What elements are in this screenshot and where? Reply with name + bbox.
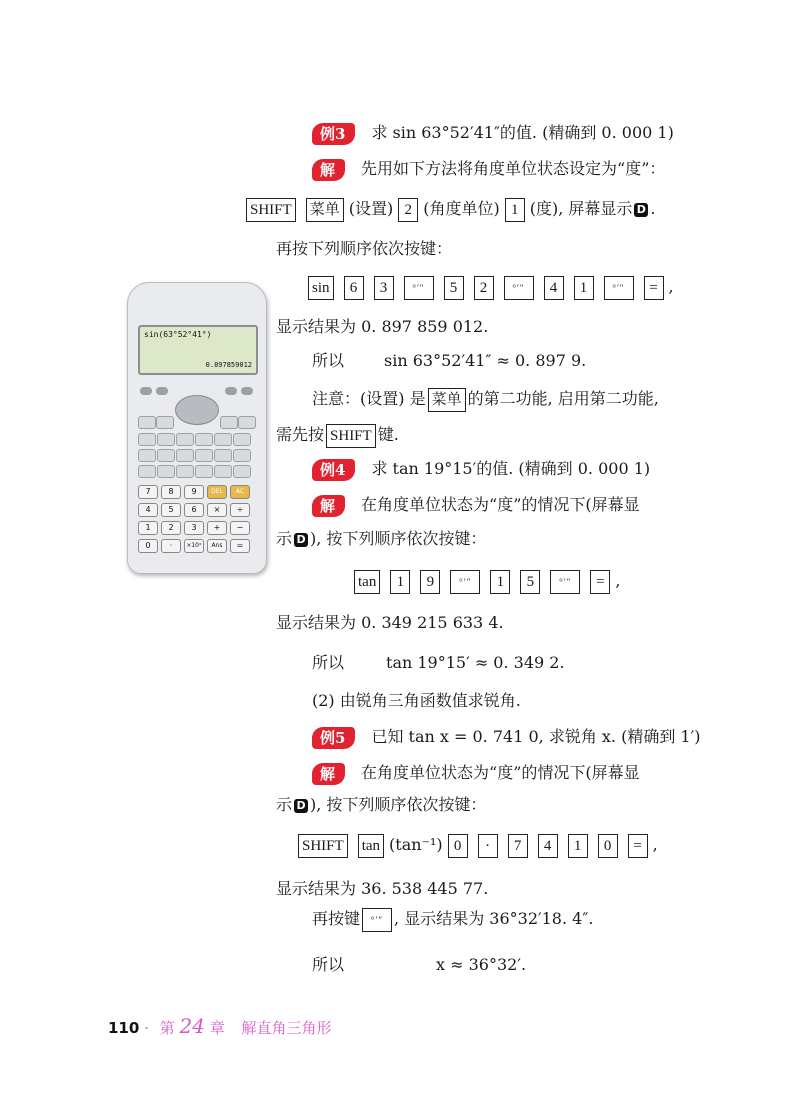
note-line-2 bbox=[276, 422, 399, 448]
menu-key: 菜单 bbox=[428, 388, 466, 412]
setup-label: (设置) bbox=[348, 199, 394, 218]
example-4-conclusion bbox=[312, 650, 565, 676]
calculator-button bbox=[233, 465, 251, 478]
solution-text: 示 bbox=[276, 795, 293, 814]
degree-mode-icon: D bbox=[634, 203, 648, 217]
solution-text: ), 按下列顺序依次按键： bbox=[310, 795, 487, 814]
solution-text: ), 按下列顺序依次按键： bbox=[310, 529, 487, 548]
calc-key-2: 2 bbox=[161, 521, 181, 535]
key-1: 1 bbox=[574, 276, 594, 300]
example-3-question: 求 sin 63°52′41″的值. (精确到 0. 000 1) bbox=[371, 123, 674, 142]
chapter-number: 24 bbox=[179, 1014, 205, 1038]
equals-key: = bbox=[628, 834, 648, 858]
screen-input: sin(63°52°41°) bbox=[144, 330, 212, 339]
example-3-solution-intro bbox=[312, 156, 665, 182]
calculator-button bbox=[140, 387, 152, 395]
calc-key-ans: Ans bbox=[207, 539, 227, 553]
tan-key: tan bbox=[354, 570, 380, 594]
example-5-question: 已知 tan x = 0. 741 0, 求锐角 x. (精确到 1′) bbox=[371, 727, 701, 746]
chapter-label bbox=[159, 1014, 225, 1038]
part-2-heading: (2) 由锐角三角函数值求锐角. bbox=[312, 691, 521, 710]
calc-key-decimal: · bbox=[161, 539, 181, 553]
calc-key-equals: = bbox=[230, 539, 250, 553]
period: . bbox=[650, 199, 656, 218]
shift-key: SHIFT bbox=[326, 424, 376, 448]
menu-key: 菜单 bbox=[306, 198, 344, 222]
example-4-solution-line-1 bbox=[312, 492, 640, 518]
example-3-conclusion bbox=[312, 348, 586, 374]
solution-badge: 解 bbox=[312, 495, 345, 517]
example-4-key-sequence bbox=[354, 568, 620, 594]
note-text: 需先按 bbox=[276, 425, 325, 444]
calc-key-0: 0 bbox=[138, 539, 158, 553]
decimal-point-key: · bbox=[478, 834, 498, 858]
calculator-button bbox=[156, 387, 168, 395]
press-instruction: 再按下列顺序依次按键： bbox=[276, 239, 453, 258]
equals-key: = bbox=[590, 570, 610, 594]
calc-key-4: 4 bbox=[138, 503, 158, 517]
degree-label: (度), 屏幕显示 bbox=[529, 199, 633, 218]
example-5-badge: 例5 bbox=[312, 727, 355, 749]
dms-key: °′″ bbox=[362, 908, 392, 932]
note-text: 注意：(设置) 是 bbox=[312, 389, 426, 408]
solution-badge: 解 bbox=[312, 763, 345, 785]
example-3-key-sequence bbox=[308, 274, 674, 300]
comma: , bbox=[652, 835, 658, 854]
calculator-button bbox=[157, 449, 175, 462]
key-7: 7 bbox=[508, 834, 528, 858]
calculator-button bbox=[233, 449, 251, 462]
calculator-button bbox=[156, 416, 174, 429]
calculator-button bbox=[138, 465, 156, 478]
example-4-question: 求 tan 19°15′的值. (精确到 0. 000 1) bbox=[371, 459, 651, 478]
calculator-button bbox=[214, 449, 232, 462]
solution-text: 在角度单位状态为“度”的情况下(屏幕显 bbox=[361, 495, 640, 514]
calculator-illustration bbox=[127, 282, 267, 574]
dms-key: °′″ bbox=[604, 276, 634, 300]
calculator-button bbox=[195, 433, 213, 446]
example-3-badge: 例3 bbox=[312, 123, 355, 145]
key-4: 4 bbox=[538, 834, 558, 858]
example-5-result: 显示结果为 36. 538 445 77. bbox=[276, 879, 489, 898]
example-5-solution-line-1 bbox=[312, 760, 640, 786]
calculator-button bbox=[176, 465, 194, 478]
tan-key: tan bbox=[358, 834, 384, 858]
key-9: 9 bbox=[420, 570, 440, 594]
calculator-button bbox=[138, 416, 156, 429]
example-4-badge: 例4 bbox=[312, 459, 355, 481]
key-1: 1 bbox=[490, 570, 510, 594]
key-1: 1 bbox=[390, 570, 410, 594]
calc-key-minus: − bbox=[230, 521, 250, 535]
key-3: 3 bbox=[374, 276, 394, 300]
equals-key: = bbox=[644, 276, 664, 300]
calc-key-5: 5 bbox=[161, 503, 181, 517]
key-5: 5 bbox=[520, 570, 540, 594]
calc-key-8: 8 bbox=[161, 485, 181, 499]
key-0: 0 bbox=[598, 834, 618, 858]
calc-key-multiply: × bbox=[207, 503, 227, 517]
footer-dot: · bbox=[144, 1019, 149, 1037]
note-line-1 bbox=[312, 386, 659, 412]
example-3-heading bbox=[312, 120, 674, 146]
example-5-heading bbox=[312, 724, 700, 750]
calculator-button bbox=[157, 433, 175, 446]
again-text: , 显示结果为 36°32′18. 4″. bbox=[394, 909, 594, 928]
comma: , bbox=[615, 571, 621, 590]
calc-key-7: 7 bbox=[138, 485, 158, 499]
key-6: 6 bbox=[344, 276, 364, 300]
note-text: 键. bbox=[377, 425, 399, 444]
calculator-screen bbox=[138, 325, 258, 375]
inverse-tan-label: (tan⁻¹) bbox=[389, 835, 443, 854]
solution-text: 示 bbox=[276, 529, 293, 548]
page-number: 110 bbox=[108, 1019, 140, 1037]
dms-key: °′″ bbox=[550, 570, 580, 594]
shift-key: SHIFT bbox=[246, 198, 296, 222]
calculator-button bbox=[157, 465, 175, 478]
key-1: 1 bbox=[568, 834, 588, 858]
degree-mode-icon: D bbox=[294, 799, 308, 813]
dms-key: °′″ bbox=[404, 276, 434, 300]
key-0: 0 bbox=[448, 834, 468, 858]
so-label: 所以 bbox=[312, 955, 345, 974]
calculator-button bbox=[214, 465, 232, 478]
solution-text: 先用如下方法将角度单位状态设定为“度”： bbox=[361, 159, 666, 178]
calculator-button bbox=[138, 433, 156, 446]
calculator-button bbox=[214, 433, 232, 446]
calc-key-del: DEL bbox=[207, 485, 227, 499]
degree-mode-icon: D bbox=[294, 533, 308, 547]
dms-key: °′″ bbox=[450, 570, 480, 594]
example-5-key-sequence bbox=[298, 832, 658, 858]
calculator-button bbox=[176, 449, 194, 462]
page-footer bbox=[108, 1014, 332, 1038]
note-text: 的第二功能, 启用第二功能, bbox=[467, 389, 659, 408]
comma: , bbox=[668, 277, 674, 296]
calc-key-plus: + bbox=[207, 521, 227, 535]
calc-key-exp: ×10ˣ bbox=[184, 539, 204, 553]
key-4: 4 bbox=[544, 276, 564, 300]
calculator-button bbox=[233, 433, 251, 446]
calculator-button bbox=[176, 433, 194, 446]
screen-output: 0.897859012 bbox=[205, 361, 252, 369]
conclusion-expr: tan 19°15′ ≈ 0. 349 2. bbox=[386, 653, 565, 672]
calculator-button bbox=[138, 449, 156, 462]
key-5: 5 bbox=[444, 276, 464, 300]
angle-setup-keys bbox=[246, 196, 655, 222]
example-4-heading bbox=[312, 456, 650, 482]
example-3-result: 显示结果为 0. 897 859 012. bbox=[276, 317, 489, 336]
chapter-title: 解直角三角形 bbox=[241, 1019, 332, 1037]
calc-key-divide: ÷ bbox=[230, 503, 250, 517]
example-5-conclusion bbox=[312, 952, 526, 978]
calc-key-1: 1 bbox=[138, 521, 158, 535]
key-2: 2 bbox=[474, 276, 494, 300]
solution-text: 在角度单位状态为“度”的情况下(屏幕显 bbox=[361, 763, 640, 782]
example-4-solution-line-2 bbox=[276, 526, 486, 552]
calculator-dpad bbox=[175, 395, 219, 425]
so-label: 所以 bbox=[312, 351, 345, 370]
calculator-button bbox=[220, 416, 238, 429]
so-label: 所以 bbox=[312, 653, 345, 672]
again-text: 再按键 bbox=[312, 909, 361, 928]
solution-badge: 解 bbox=[312, 159, 345, 181]
chapter-suffix: 章 bbox=[209, 1019, 225, 1037]
calc-key-9: 9 bbox=[184, 485, 204, 499]
example-5-solution-line-2 bbox=[276, 792, 486, 818]
conclusion-expr: x ≈ 36°32′. bbox=[436, 955, 527, 974]
calculator-button bbox=[238, 416, 256, 429]
calculator-button bbox=[241, 387, 253, 395]
conclusion-expr: sin 63°52′41″ ≈ 0. 897 9. bbox=[384, 351, 587, 370]
calculator-button bbox=[225, 387, 237, 395]
key-1: 1 bbox=[505, 198, 525, 222]
calculator-button bbox=[195, 465, 213, 478]
chapter-prefix: 第 bbox=[159, 1019, 175, 1037]
dms-key: °′″ bbox=[504, 276, 534, 300]
calc-key-6: 6 bbox=[184, 503, 204, 517]
example-4-result: 显示结果为 0. 349 215 633 4. bbox=[276, 613, 504, 632]
key-2: 2 bbox=[398, 198, 418, 222]
sin-key: sin bbox=[308, 276, 334, 300]
calc-key-ac: AC bbox=[230, 485, 250, 499]
angle-unit-label: (角度单位) bbox=[423, 199, 500, 218]
shift-key: SHIFT bbox=[298, 834, 348, 858]
calculator-button bbox=[195, 449, 213, 462]
calc-key-3: 3 bbox=[184, 521, 204, 535]
example-5-again bbox=[312, 906, 593, 932]
